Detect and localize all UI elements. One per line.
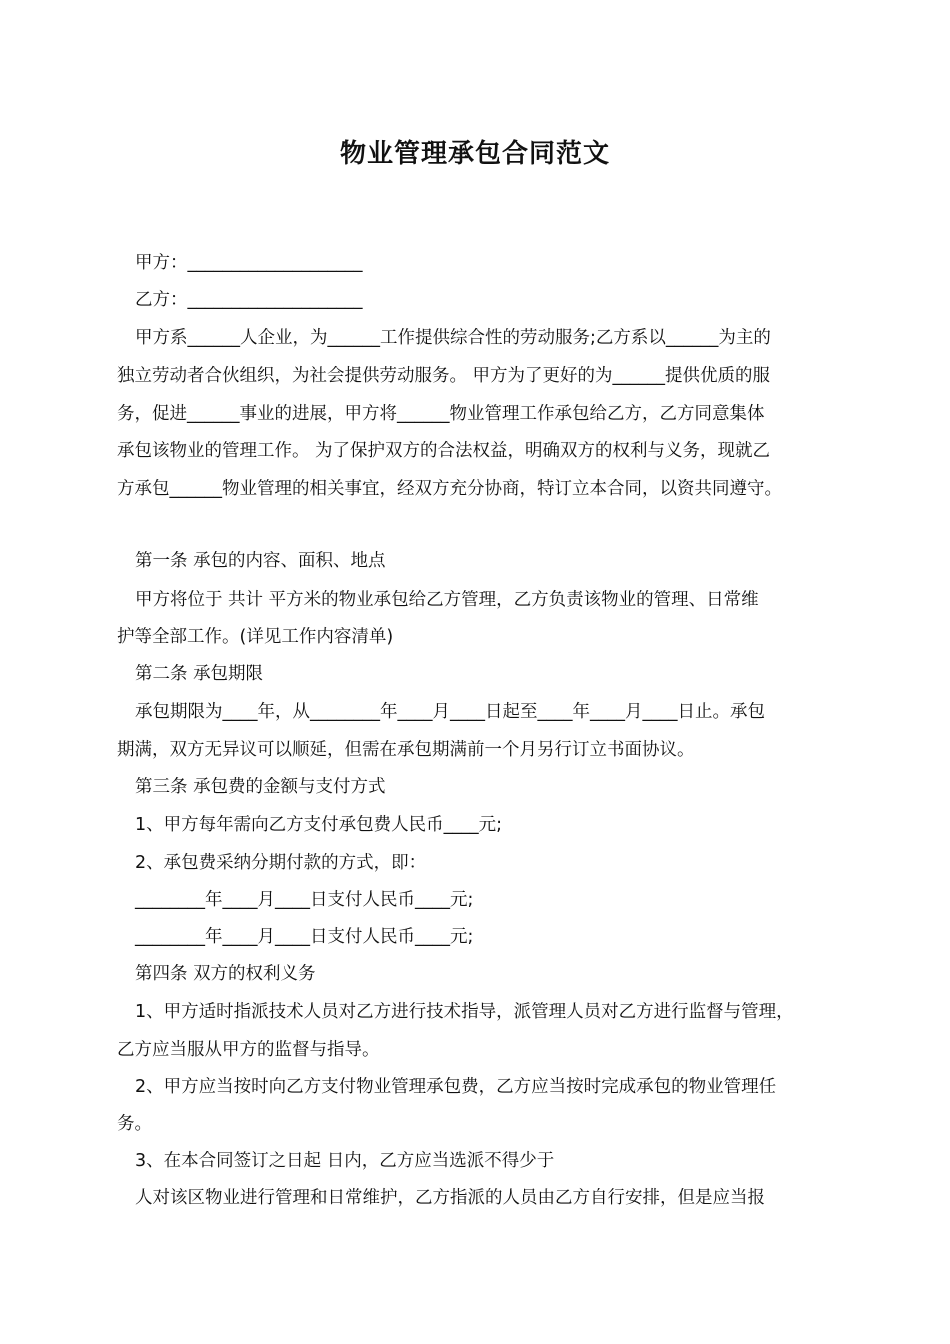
paragraph-line: 2、甲方应当按时向乙方支付物业管理承包费，乙方应当按时完成承包的物业管理任 <box>135 1077 777 1097</box>
paragraph-line: 承包该物业的管理工作。 为了保护双方的合法权益，明确双方的权利与义务，现就乙 <box>117 441 771 461</box>
payment-line: ________年____月____日支付人民币____元; <box>135 927 474 947</box>
paragraph-line: 2、承包费采纳分期付款的方式，即： <box>135 853 427 873</box>
paragraph-line: 务，促进______事业的进展，甲方将______物业管理工作承包给乙方，乙方同意集体 <box>117 404 765 424</box>
paragraph-line: 甲方将位于 共计 平方米的物业承包给乙方管理，乙方负责该物业的管理、日常维 <box>135 590 759 610</box>
paragraph-line: 1、甲方每年需向乙方支付承包费人民币____元; <box>135 815 503 835</box>
party-a-line: 甲方：____________________ <box>135 253 363 273</box>
paragraph-line: 人对该区物业进行管理和日常维护，乙方指派的人员由乙方自行安排，但是应当报 <box>135 1188 765 1208</box>
paragraph-line: 护等全部工作。(详见工作内容清单) <box>117 627 394 647</box>
paragraph-line: 1、甲方适时指派技术人员对乙方进行技术指导，派管理人员对乙方进行监督与管理， <box>135 1002 794 1022</box>
paragraph-line: 承包期限为____年，从________年____月____日起至____年____月____日止。承包 <box>135 702 765 722</box>
paragraph-line: 乙方应当服从甲方的监督与指导。 <box>117 1040 380 1060</box>
document-title: 物业管理承包合同范文 <box>339 139 610 169</box>
party-b-line: 乙方：____________________ <box>135 290 363 310</box>
paragraph-line: 期满，双方无异议可以顺延，但需在承包期满前一个月另行订立书面协议。 <box>117 740 695 760</box>
article-heading: 第四条 双方的权利义务 <box>135 964 316 984</box>
paragraph-line: 独立劳动者合伙组织，为社会提供劳动服务。 甲方为了更好的为______提供优质的服 <box>117 366 771 386</box>
paragraph-line: 方承包______物业管理的相关事宜，经双方充分协商，特订立本合同，以资共同遵守。 <box>117 479 782 499</box>
article-heading: 第一条 承包的内容、面积、地点 <box>135 551 386 571</box>
payment-line: ________年____月____日支付人民币____元; <box>135 890 474 910</box>
article-heading: 第三条 承包费的金额与支付方式 <box>135 777 386 797</box>
paragraph-line: 3、在本合同签订之日起 日内，乙方应当选派不得少于 <box>135 1151 555 1171</box>
paragraph-line: 务。 <box>117 1114 152 1134</box>
paragraph-line: 甲方系______人企业，为______工作提供综合性的劳动服务;乙方系以______为主的 <box>135 328 771 348</box>
article-heading: 第二条 承包期限 <box>135 664 264 684</box>
